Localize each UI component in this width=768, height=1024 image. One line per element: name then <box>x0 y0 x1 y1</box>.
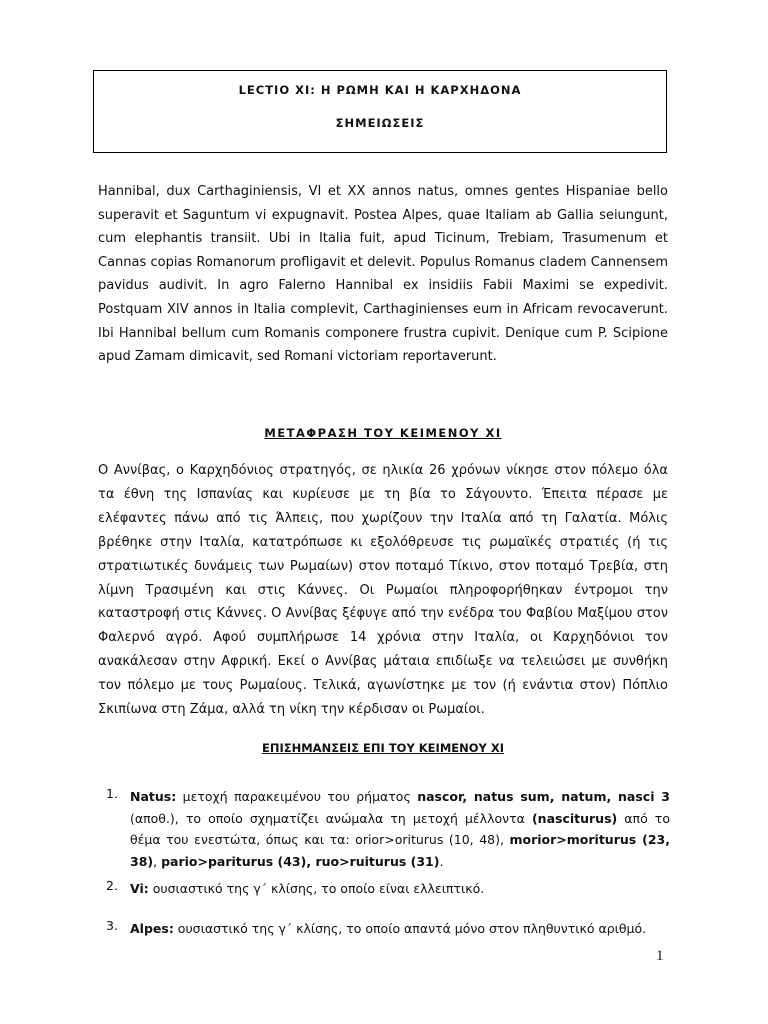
note-term: Vi: <box>130 881 149 896</box>
latin-text: Hannibal, dux Carthaginiensis, VI et XX annos natus, omnes gentes Hispaniae bello superavit et Saguntum vi expugnavit. Postea Alpes, quae Italiam ab Gallia seiungunt, cum elephantis transiit. Ubi in Italia fuit, apud Ticinum, Trebiam, Trasumenum et Cannas copias Romanorum profligavit et delevit. Populus Romanus cladem Cannensem pavidus audivit. In agro Falerno Hannibal ex insidiis Fabii Maximi se expedivit. Postquam XIV annos in Italia complevit, Carthaginienses eum in Africam revocaverunt. Ibi Hannibal bellum cum Romanis componere frustra cupivit. Denique cum P. Scipione apud Zamam dimicavit, sed Romani victoriam reportaverunt. <box>98 184 668 365</box>
notes-subtitle: ΣΗΜΕΙΩΣΕΙΣ <box>335 116 425 130</box>
note-bold-text: nascor, natus sum, natum, nasci 3 <box>417 789 670 804</box>
note-number: 3. <box>106 918 118 933</box>
translation-heading: ΜΕΤΑΦΡΑΣΗ ΤΟΥ ΚΕΙΜΕΝΟΥ XI <box>264 426 502 440</box>
note-text: ουσιαστικό της γ΄ κλίσης, το οποίο είναι ελλειπτικό. <box>148 881 485 896</box>
note-body <box>130 786 670 872</box>
note-body <box>130 878 670 900</box>
page-number: 1 <box>656 948 664 964</box>
lesson-title: LECTIO XI: Η ΡΩΜΗ ΚΑΙ Η ΚΑΡΧΗΔΟΝΑ <box>238 83 522 97</box>
note-term: Natus: <box>130 789 177 804</box>
note-text: από το θέμα του ενεστώτα, όπως και τα: orior>oriturus (10, 48), <box>130 810 670 847</box>
note-text: . <box>439 853 444 869</box>
note-body <box>130 918 670 940</box>
note-bold-text: pario>pariturus (43), ruo>ruiturus (31) <box>161 853 440 869</box>
note-number: 1. <box>106 786 118 801</box>
note-term: Alpes: <box>130 921 174 936</box>
note-text: , <box>153 853 162 869</box>
note-bold-text: morior>moriturus (23, 38) <box>130 832 670 869</box>
note-text: (αποθ.), το οποίο σχηματίζει ανώμαλα τη μετοχή μέλλοντα <box>130 810 532 826</box>
note-text: μετοχή παρακειμένου του ρήματος <box>176 789 418 804</box>
note-number: 2. <box>106 878 118 893</box>
translation-text: Ο Αννίβας, ο Καρχηδόνιος στρατηγός, σε ηλικία 26 χρόνων νίκησε στον πόλεμο όλα τα έθνη της Ισπανίας και κυρίευσε με τη βία το Σάγουντο. Έπειτα πέρασε με ελέφαντες πάνω από τις Άλπεις, που χωρίζουν την Ιταλία από τη Γαλατία. Μόλις βρέθηκε στην Ιταλία, κατατρόπωσε κι εξολόθρευσε τις ρωμαϊκές στρατιές (ή τις στρατιωτικές δυνάμεις των Ρωμαίων) στον ποταμό Τίκινο, στον ποταμό Τρεβία, στη λίμνη Τρασιμένη και στις Κάννες. Οι Ρωμαίοι πληροφορήθηκαν έντρομοι την καταστροφή στις Κάννες. Ο Αννίβας ξέφυγε από την ενέδρα του Φαβίου Μαξίμου στον Φαλερνό αγρό. Αφού συμπλήρωσε 14 χρόνια στην Ιταλία, οι Καρχηδόνιοι τον ανακάλεσαν στην Αφρική. Εκεί ο Αννίβας μάταια επιδίωξε να τελειώσει με συνθήκη τον πόλεμο με τους Ρωμαίους. Τελικά, αγωνίστηκε με τον (ή ενάντια στον) Πόπλιο Σκιπίωνα στη Ζάμα, αλλά τη νίκη την κέρδισαν οι Ρωμαίοι. <box>98 463 668 718</box>
notes-heading: ΕΠΙΣΗΜΑΝΣΕΙΣ ΕΠΙ ΤΟΥ ΚΕΙΜΕΝΟΥ XI <box>262 741 504 755</box>
note-bold-text: (nasciturus) <box>531 810 618 826</box>
note-text: ουσιαστικό της γ΄ κλίσης, το οποίο απαντά μόνο στον πληθυντικό αριθμό. <box>173 921 647 936</box>
title-box <box>93 70 667 153</box>
